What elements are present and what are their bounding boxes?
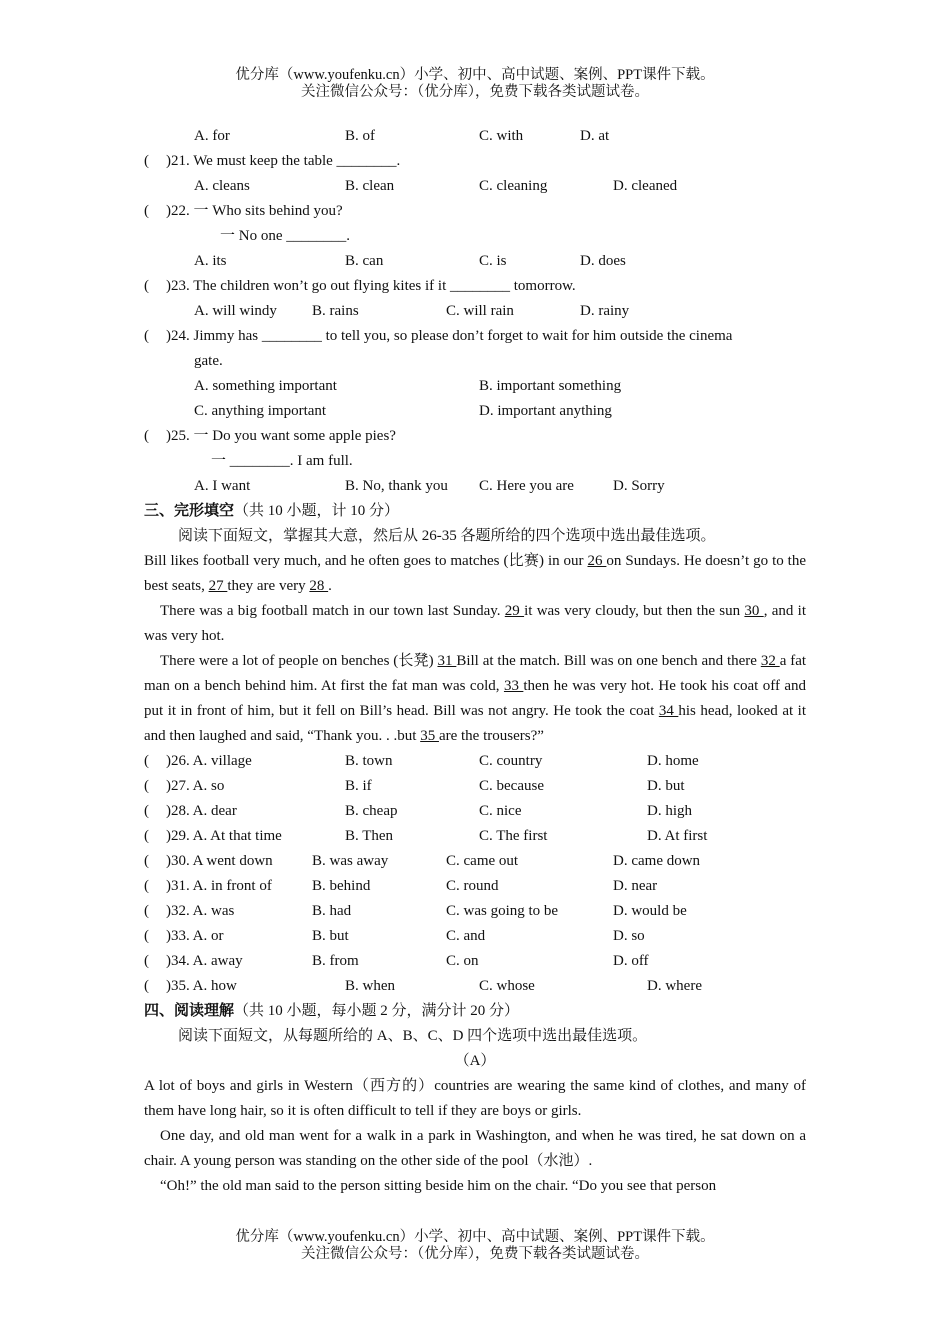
option-c: C. on: [446, 953, 479, 969]
option-a: )32. A. was: [166, 903, 235, 919]
page-footer: [0, 1229, 950, 1263]
text: on Sundays. He doesn’t go to the best seats,: [144, 553, 806, 594]
q22-text: )22. 一 Who sits behind you?: [166, 203, 343, 219]
footer-line-2: 关注微信公众号：（优分库），免费下载各类试题试卷。: [301, 1246, 649, 1262]
page-header: [0, 67, 950, 101]
section-4-instruction: [144, 1024, 806, 1049]
option-a: )31. A. in front of: [166, 878, 272, 894]
q21-options: [144, 174, 806, 199]
text: .: [328, 578, 332, 594]
answer-paren[interactable]: (: [144, 753, 149, 769]
header-line-1: 优分库（www.youfenku.cn）小学、初中、高中试题、案例、PPT课件下载。: [235, 67, 715, 83]
text: There were a lot of people on benches (长凳): [160, 653, 438, 669]
q24-stem: [144, 324, 806, 349]
q22-option-d: D. does: [580, 253, 626, 269]
answer-paren[interactable]: (: [144, 878, 149, 894]
option-a: )35. A. how: [166, 978, 237, 994]
q20-options: [144, 124, 806, 149]
cloze-option-row: [144, 749, 806, 774]
answer-paren[interactable]: (: [144, 328, 149, 344]
q24-text: )24. Jimmy has ________ to tell you, so please don’t forget to wait for him outside the cinema: [166, 328, 733, 344]
option-d: D. so: [613, 928, 645, 944]
option-b: B. had: [312, 903, 352, 919]
blank-31[interactable]: 31: [437, 653, 457, 669]
option-c: C. was going to be: [446, 903, 559, 919]
footer-line-1: 优分库（www.youfenku.cn）小学、初中、高中试题、案例、PPT课件下载。: [235, 1229, 715, 1245]
text: then he was very hot. He took his coat off and put it in front of him, but it fell on Bill’s head. Bill was not angry. He took the coat: [144, 678, 807, 719]
q23-text: )23. The children won’t go out flying kites if it ________ tomorrow.: [166, 278, 576, 294]
q21-option-d: D. cleaned: [613, 178, 678, 194]
cloze-option-row: [144, 949, 806, 974]
option-c: C. because: [479, 778, 544, 794]
q24-option-c: C. anything important: [194, 403, 327, 419]
blank-26[interactable]: 26: [587, 553, 607, 569]
option-c: C. came out: [446, 853, 519, 869]
option-d: D. where: [647, 978, 702, 994]
text: , and it was very hot.: [144, 603, 806, 644]
q25-option-d: D. Sorry: [613, 478, 665, 494]
answer-paren[interactable]: (: [144, 803, 149, 819]
cloze-paragraph-2: [144, 599, 806, 649]
text: Bill likes football very much, and he often goes to matches (比赛) in our: [144, 553, 588, 569]
option-a: )27. A. so: [166, 778, 225, 794]
answer-paren[interactable]: (: [144, 928, 149, 944]
reading-paragraph-3: “Oh!” the old man said to the person sitting beside him on the chair. “Do you see that person: [160, 1178, 717, 1194]
q25-stem-2: [144, 449, 806, 474]
cloze-option-row: [144, 974, 806, 999]
blank-29[interactable]: 29: [504, 603, 525, 619]
section-3-title: 三、完形填空: [144, 503, 235, 519]
section-4-note: （共 10 小题，每小题 2 分，满分计 20 分）: [234, 1003, 520, 1019]
text: they are very: [227, 578, 310, 594]
cloze-option-row: [144, 899, 806, 924]
q22-reply: 一 No one ________.: [220, 228, 350, 244]
section-4-heading: [144, 999, 806, 1024]
q25-text: )25. 一 Do you want some apple pies?: [166, 428, 396, 444]
q22-option-c: C. is: [479, 253, 507, 269]
option-c: C. The first: [479, 828, 548, 844]
blank-33[interactable]: 33: [503, 678, 524, 694]
option-a: )30. A went down: [166, 853, 273, 869]
q23-option-a: A. will windy: [194, 303, 277, 319]
cloze-option-row: [144, 849, 806, 874]
q21-option-a: A. cleans: [194, 178, 250, 194]
q21-option-b: B. clean: [345, 178, 395, 194]
text: Bill at the match. Bill was on one bench and there: [456, 653, 761, 669]
option-a: )33. A. or: [166, 928, 224, 944]
q23-stem: [144, 274, 806, 299]
section-3-heading: [144, 499, 806, 524]
reading-paragraph-2: One day, and old man went for a walk in a park in Washington, and when he was tired, he sat down on a chair. A young person was standing on the other side of the pool（水池）.: [144, 1128, 806, 1169]
section-3-note: （共 10 小题，计 10 分）: [234, 503, 400, 519]
exam-content: [144, 124, 806, 1199]
answer-paren[interactable]: (: [144, 903, 149, 919]
section-3-instruction: [144, 524, 806, 549]
option-b: B. when: [345, 978, 395, 994]
header-line-2: 关注微信公众号：（优分库），免费下载各类试题试卷。: [301, 84, 649, 100]
option-b: B. Then: [345, 828, 394, 844]
blank-35[interactable]: 35: [420, 728, 439, 744]
option-a: )26. A. village: [166, 753, 252, 769]
cloze-paragraph-1: [144, 549, 806, 599]
answer-paren[interactable]: (: [144, 428, 149, 444]
option-a: )29. A. At that time: [166, 828, 282, 844]
q25-stem: [144, 424, 806, 449]
q22-option-b: B. can: [345, 253, 384, 269]
q20-option-d: D. at: [580, 128, 610, 144]
blank-32[interactable]: 32: [760, 653, 780, 669]
option-c: C. and: [446, 928, 486, 944]
option-b: B. behind: [312, 878, 371, 894]
text: his head, looked at it and then laughed and said, “Thank you. . .but: [144, 703, 807, 744]
q25-options: [144, 474, 806, 499]
q20-option-b: B. of: [345, 128, 375, 144]
q23-option-d: D. rainy: [580, 303, 630, 319]
option-b: B. but: [312, 928, 349, 944]
cloze-option-row: [144, 924, 806, 949]
option-d: D. came down: [613, 853, 701, 869]
q24-option-a: A. something important: [194, 378, 337, 394]
q22-option-a: A. its: [194, 253, 227, 269]
q23-option-c: C. will rain: [446, 303, 514, 319]
option-b: B. cheap: [345, 803, 398, 819]
cloze-option-row: [144, 824, 806, 849]
q24-stem-2: [144, 349, 806, 374]
reading-paragraph-1: A lot of boys and girls in Western（西方的）countries are wearing the same kind of clothes, and many of them have long hair, so it is often difficult to tell if they are boys or girls.: [144, 1078, 806, 1119]
q25-option-b: B. No, thank you: [345, 478, 448, 494]
q25-option-a: A. I want: [194, 478, 251, 494]
cloze-option-row: [144, 774, 806, 799]
option-c: C. round: [446, 878, 499, 894]
q24-text-cont: gate.: [194, 353, 223, 369]
q21-stem: [144, 149, 806, 174]
q22-stem: [144, 199, 806, 224]
answer-paren[interactable]: (: [144, 828, 149, 844]
answer-paren[interactable]: (: [144, 978, 149, 994]
q25-option-c: C. Here you are: [479, 478, 574, 494]
q21-option-c: C. cleaning: [479, 178, 548, 194]
option-d: D. home: [647, 753, 699, 769]
q20-option-c: C. with: [479, 128, 524, 144]
cloze-paragraph-3: [144, 649, 806, 749]
q24-option-d: D. important anything: [479, 403, 612, 419]
option-d: D. off: [613, 953, 649, 969]
q25-reply: 一 ________. I am full.: [211, 453, 353, 469]
text: are the trousers?”: [438, 728, 544, 744]
passage-label: （A）: [454, 1053, 496, 1069]
cloze-option-row: [144, 874, 806, 899]
answer-paren[interactable]: (: [144, 153, 149, 169]
option-b: B. from: [312, 953, 359, 969]
answer-paren[interactable]: (: [144, 853, 149, 869]
blank-34[interactable]: 34: [658, 703, 679, 719]
option-d: D. would be: [613, 903, 687, 919]
option-b: B. town: [345, 753, 393, 769]
blank-30[interactable]: 30: [744, 603, 764, 619]
option-d: D. high: [647, 803, 692, 819]
instruction-text: 阅读下面短文，从每题所给的 A、B、C、D 四个选项中选出最佳选项。: [178, 1028, 648, 1044]
option-b: B. was away: [312, 853, 389, 869]
q23-option-b: B. rains: [312, 303, 359, 319]
option-c: C. whose: [479, 978, 535, 994]
blank-28[interactable]: 28: [309, 578, 329, 594]
answer-paren[interactable]: (: [144, 203, 149, 219]
q23-options: [144, 299, 806, 324]
option-c: C. nice: [479, 803, 522, 819]
text: There was a big football match in our town last Sunday.: [160, 603, 505, 619]
q22-options: [144, 249, 806, 274]
option-a: )28. A. dear: [166, 803, 237, 819]
section-4-title: 四、阅读理解: [144, 1003, 235, 1019]
option-b: B. if: [345, 778, 372, 794]
q24-options-ab: [144, 374, 806, 399]
blank-27[interactable]: 27: [208, 578, 228, 594]
option-a: )34. A. away: [166, 953, 243, 969]
text: a fat man on a bench behind him. At first the fat man was cold,: [144, 653, 807, 694]
q22-stem-2: [144, 224, 806, 249]
q24-option-b: B. important something: [479, 378, 622, 394]
option-d: D. but: [647, 778, 685, 794]
instruction-text: 阅读下面短文，掌握其大意，然后从 26-35 各题所给的四个选项中选出最佳选项。: [178, 528, 716, 544]
q20-option-a: A. for: [194, 128, 230, 144]
option-d: D. near: [613, 878, 658, 894]
answer-paren[interactable]: (: [144, 953, 149, 969]
option-c: C. country: [479, 753, 543, 769]
text: it was very cloudy, but then the sun: [524, 603, 745, 619]
answer-paren[interactable]: (: [144, 778, 149, 794]
q24-options-cd: [144, 399, 806, 424]
cloze-option-row: [144, 799, 806, 824]
q21-text: )21. We must keep the table ________.: [166, 153, 401, 169]
answer-paren[interactable]: (: [144, 278, 149, 294]
option-d: D. At first: [647, 828, 708, 844]
